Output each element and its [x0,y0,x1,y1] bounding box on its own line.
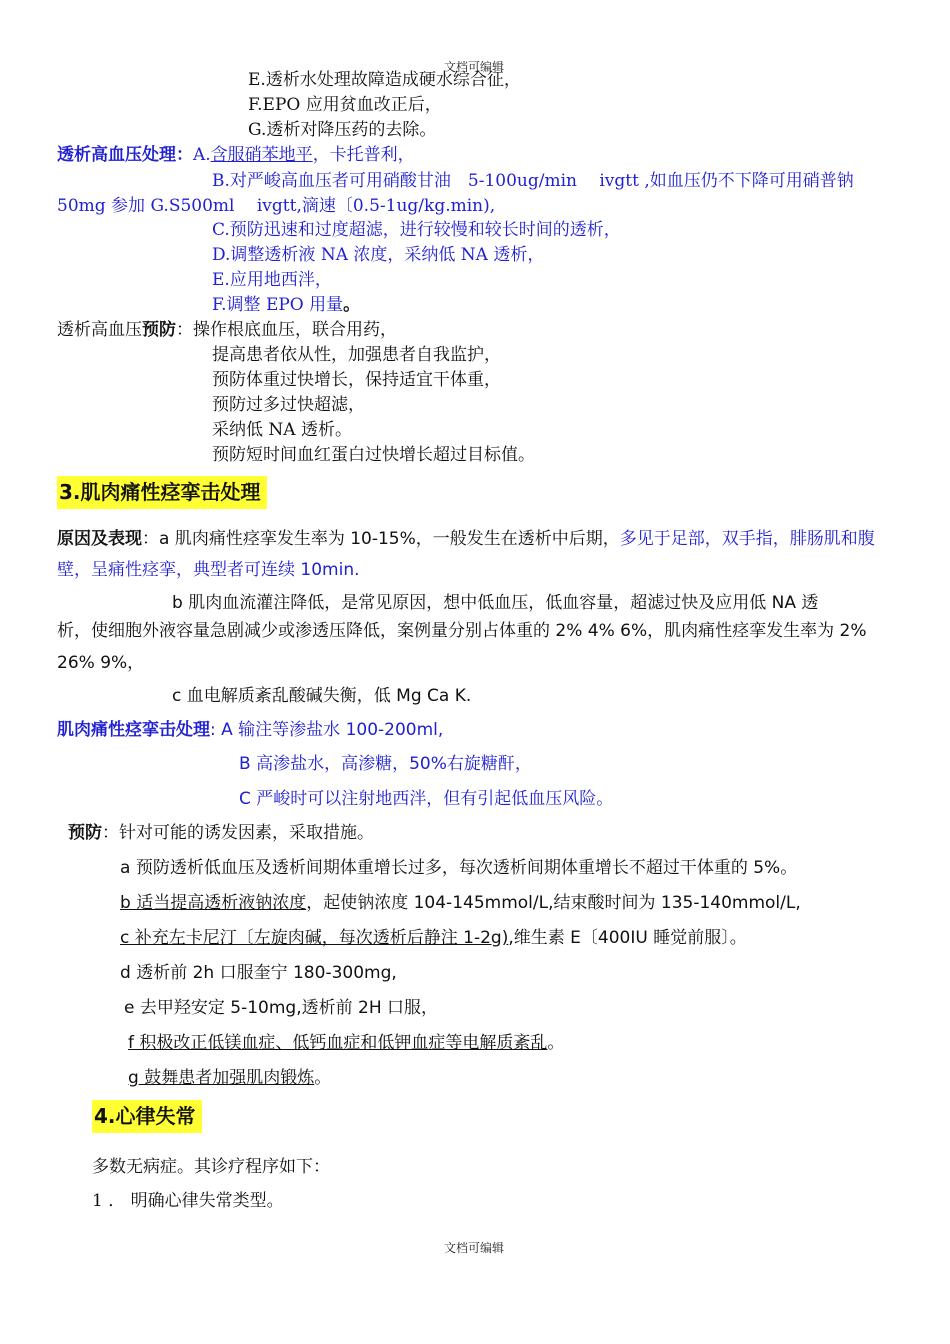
muscle-treatment-colon: : [210,720,222,740]
cause-b-rest: 析，使细胞外液容量急剧减少或渗透压降低，案例量分别占体重的 2% 4% 6%，肌肉痛性痉挛发生率为 2% 26% 9%， [57,621,867,673]
section4-heading [92,1100,202,1133]
muscle-treatment-b: B 高渗盐水，高渗糖，50%右旋糖酐， [239,754,532,774]
section4-title: 心律失常 [115,1104,196,1128]
treatment-d: D.调整透析液 NA 浓度，采纳低 NA 透析， [212,245,545,265]
muscle-prevention-c-rest: ,维生素 E〔400IU 睡觉前服〕。 [508,928,747,948]
section3-number: 3. [59,480,81,504]
cause-b-first-line: b 肌肉血流灌注降低，是常见原因，想中低血压，低血容量，超滤过快及应用低 NA 透 [172,593,819,613]
prevention-label-bold: 预防 [142,320,176,340]
prevention-label-colon: ： [176,320,193,340]
treatment-f: F.调整 EPO 用量 [212,295,344,315]
treatment-a-underlined: 含服硝苯地平 [210,145,313,165]
section4-intro: 多数无病症。其诊疗程序如下： [92,1157,330,1177]
section3-heading [57,476,267,509]
muscle-prevention-b-rest: ，起使钠浓度 104-145mmol/L,结束酸时间为 135-140mmol/L, [306,893,801,913]
section4-step1: 1 ． 明确心律失常类型。 [92,1191,284,1211]
muscle-prevention-c [120,926,747,950]
muscle-prevention-text: ：针对可能的诱发因素，采取措施。 [102,823,374,843]
treatment-f-end: 。 [343,295,361,315]
treatment-f-line [212,293,360,317]
muscle-prevention-b-underlined: b 适当提高透析液钠浓度 [120,893,307,913]
muscle-treatment-a: A 输注等渗盐水 100-200ml, [221,720,444,740]
muscle-treatment-label: 肌肉痛性痉挛击处理 [57,720,210,740]
muscle-prevention-d: d 透析前 2h 口服奎宁 180-300mg, [120,963,397,983]
prevention-label-plain: 透析高血压 [57,320,142,340]
treatment-e: E.应用地西泮， [212,270,332,290]
prevention-item-3: 预防体重过快增长，保持适宜干体重， [212,370,501,390]
cause-c: c 血电解质紊乱酸碱失衡，低 Mg Ca K. [172,686,472,706]
prevention-item-5: 采纳低 NA 透析。 [212,420,352,440]
muscle-treatment-line-a [57,718,443,742]
page-footer: 文档可编辑 [444,1241,505,1255]
treatment-a-prefix: A. [193,145,211,165]
cause-label: 原因及表现 [57,529,142,549]
treatment-c: C.预防迅速和过度超滤，进行较慢和较长时间的透析， [212,220,621,240]
muscle-prevention-g [128,1066,331,1090]
muscle-prevention-g-end: 。 [314,1068,332,1088]
muscle-prevention-f-underlined: f 积极改正低镁血症、低钙血症和低钾血症等电解质紊乱 [128,1033,548,1053]
section4-number: 4. [94,1104,116,1128]
prevention-item-6: 预防短时间血红蛋白过快增长超过目标值。 [212,445,535,465]
cause-item-g: G.透析对降压药的去除。 [248,120,437,140]
muscle-treatment-c: C 严峻时可以注射地西泮，但有引起低血压风险。 [239,789,614,809]
cause-a-text: a 肌肉痛性痉挛发生率为 10-15%，一般发生在透析中后期， [159,529,620,549]
prevention-item-2: 提高患者依从性，加强患者自我监护， [212,345,501,365]
prevention-item-4: 预防过多过快超滤， [212,395,365,415]
muscle-prevention-label: 预防 [68,823,102,843]
treatment-b-line1: B.对严峻高血压者可用硝酸甘油 5-100ug/min ivgtt ,如血压仍不下降可用硝普钠 [212,171,854,191]
muscle-prevention-b [120,891,801,915]
prevention-item-1: 操作根底血压，联合用药， [193,320,397,340]
cause-a-blue-text: 多见于足部，双手指，腓肠肌和腹壁，呈痛性痉挛，典型者可连续 10min. [57,529,875,580]
muscle-prevention-line [68,821,374,845]
muscle-prevention-e: e 去甲羟安定 5-10mg,透析前 2H 口服， [124,998,439,1018]
section3-cause-a [57,524,895,586]
treatment-label: 透析高血压处理： [57,145,193,165]
treatment-line-a [57,143,415,167]
muscle-prevention-g-underlined: g 鼓舞患者加强肌肉锻炼 [128,1068,315,1088]
section3-title: 肌肉痛性痉挛击处理 [80,480,261,504]
cause-item-f: F.EPO 应用贫血改正后， [248,95,442,115]
muscle-prevention-f-end: 。 [547,1033,565,1053]
prevention-line-1 [57,318,397,342]
treatment-a-rest: ，卡托普利， [312,145,415,165]
muscle-prevention-a: a 预防透析低血压及透析间期体重增长过多，每次透析间期体重增长不超过干体重的 5%。 [120,858,798,878]
cause-item-e: E.透析水处理故障造成硬水综合征， [248,70,521,90]
cause-colon: ： [142,529,159,549]
treatment-b-line2: 50mg 参加 G.S500ml ivgtt,滴速〔0.5-1ug/kg.min), [57,196,496,216]
page-header: 文档可编辑 [444,60,505,74]
muscle-prevention-c-underlined: c 补充左卡尼汀〔左旋肉碱，每次透析后静注 1-2g) [120,928,509,948]
muscle-prevention-f [128,1031,564,1055]
